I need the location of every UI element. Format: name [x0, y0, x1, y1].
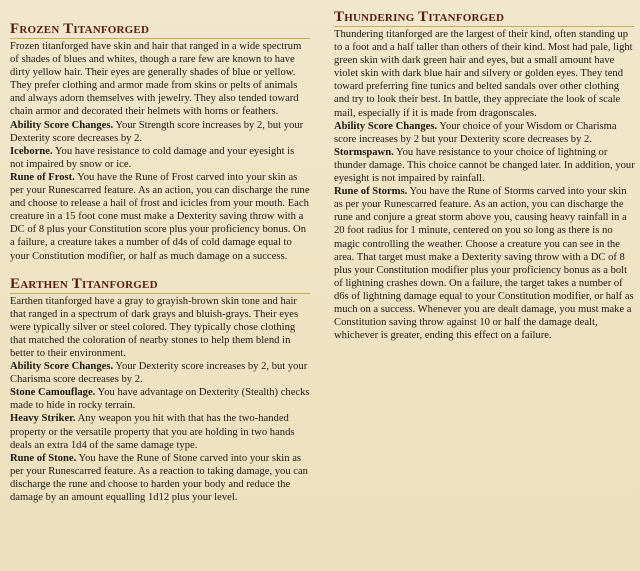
feature-text: You have resistance to cold damage and your eyesight is not impaired by snow or ice. — [10, 145, 295, 170]
feature-name: Iceborne. — [10, 145, 53, 157]
description-thundering: Thundering titanforged are the largest of their kind, often standing up to a foot and a half taller than others of their kind. Most had pale, light green skin with dark green hair and eyes, but a small amount have violet skin with dark blue hair and silvery or golden eyes. They tend toward preferring fine tunics and belted sandals over other clothing and try to look their best. In battle, they appreciate the look of scale mail, especially if it is made from dragonscales. — [334, 29, 633, 119]
feature-ability-score-earthen — [10, 360, 310, 386]
title-divider — [334, 26, 634, 27]
feature-name: Ability Score Changes. — [334, 120, 438, 132]
section-title-thundering: Thundering Titanforged — [334, 9, 505, 25]
feature-name: Rune of Frost. — [10, 171, 75, 183]
feature-rune-of-frost — [10, 171, 310, 263]
feature-name: Stone Camouflage. — [10, 387, 96, 399]
section-thundering — [334, 10, 636, 342]
feature-text: Your Dexterity score increases by 2, but your Charisma score decreases by 2. — [10, 361, 308, 386]
title-divider — [10, 293, 310, 294]
feature-name: Rune of Storms. — [334, 186, 408, 198]
feature-heavy-striker — [10, 412, 310, 451]
feature-text: You have the Rune of Frost carved into your skin as per your Runescarred feature. As an action, you can discharge the rune and choose to release a hail of frost and icicles from your mouth. Each creature in a 15 foot cone must make a Dexterity saving throw with a DC of 8 plus your Constitution score plus your proficiency bonus. On a failure, a creature takes a number of d4s of cold damage equal to your Constitution modifier, or half as much damage on a success. — [10, 171, 310, 262]
feature-text: You have advantage on Dexterity (Stealth) checks made to hide in rocky terrain. — [10, 387, 310, 412]
left-column — [10, 22, 310, 514]
feature-text: Your Strength score increases by 2, but your Dexterity score decreases by 2. — [10, 119, 304, 144]
feature-text: You have the Rune of Stone carved into your skin as per your Runescarred feature. As a reaction to taking damage, you can discharge the rune and choose to harden your body and reduce the damage by an amount equalling 1d12 plus your level. — [10, 452, 308, 503]
section-title-frozen: Frozen Titanforged — [10, 21, 150, 37]
description-frozen: Frozen titanforged have skin and hair that ranged in a wide spectrum of shades of blues and whites, though a rare few are known to have dirty yellow hair. Their eyes are generally shades of blue or yellow. They prefer clothing and armor made from skins or pelts of animals and always adorn themselves with jewelry. They also tended toward chain armor and decorated their helmets with horns or feathers. — [10, 41, 302, 118]
feature-text: Any weapon you hit with that has the two-handed property or the versatile property that you are holding in two hands deals an extra 1d4 of the same damage type. — [10, 413, 295, 451]
feature-rune-of-storms — [334, 185, 636, 342]
feature-text: You have the Rune of Storms carved into your skin as per your Runescarred feature. As an action, you can discharge the rune and conjure a great storm above you, causing heavy rainfall in a 20 foot radius for 1 minute, centered on you so long as there is no magic controlling the weather. Choose a creature you can see in the area. That target must make a Dexterity saving throw with a DC of 8 plus your Constitution modifier plus your proficiency bonus as a bolt of lightning crashes down. On a failure, the target takes a number of d6s of lightning damage equal to your Constitution modifier, or half as much on a success. Whenever you are dealt damage, you must make a Constitution saving throw against 10 or half the damage dealt, whichever is greater, ending this effect on a failure. — [334, 186, 634, 342]
feature-name: Rune of Stone. — [10, 452, 77, 464]
feature-stormspawn — [334, 146, 636, 185]
description-earthen: Earthen titanforged have a gray to grayish-brown skin tone and hair that ranged in a spectrum of dark grays and bluish-grays. Their eyes were typically silver or steel colored. They typically chose clothing that matched the coloration of nearby stones to help them blend in better to their environment. — [10, 295, 299, 359]
feature-name: Stormspawn. — [334, 146, 394, 158]
feature-iceborne — [10, 145, 310, 171]
feature-text: You have resistance to your choice of lightning or thunder damage. This choice cannot be changed later. In addition, your eyesight is not impaired by rainfall. — [334, 146, 635, 185]
feature-ability-score-thundering — [334, 120, 636, 146]
right-column — [334, 10, 636, 352]
feature-name: Ability Score Changes. — [10, 119, 114, 131]
section-frozen — [10, 22, 310, 263]
section-title-earthen: Earthen Titanforged — [10, 275, 158, 292]
feature-stone-camouflage — [10, 386, 310, 412]
feature-text: Your choice of your Wisdom or Charisma score increases by 2 but your Dexterity score decreases by 2. — [334, 120, 617, 145]
feature-ability-score-frozen — [10, 119, 310, 145]
section-earthen — [10, 277, 310, 505]
feature-rune-of-stone — [10, 452, 310, 504]
feature-name: Ability Score Changes. — [10, 361, 114, 373]
feature-name: Heavy Striker. — [10, 413, 76, 425]
title-divider — [10, 38, 310, 39]
